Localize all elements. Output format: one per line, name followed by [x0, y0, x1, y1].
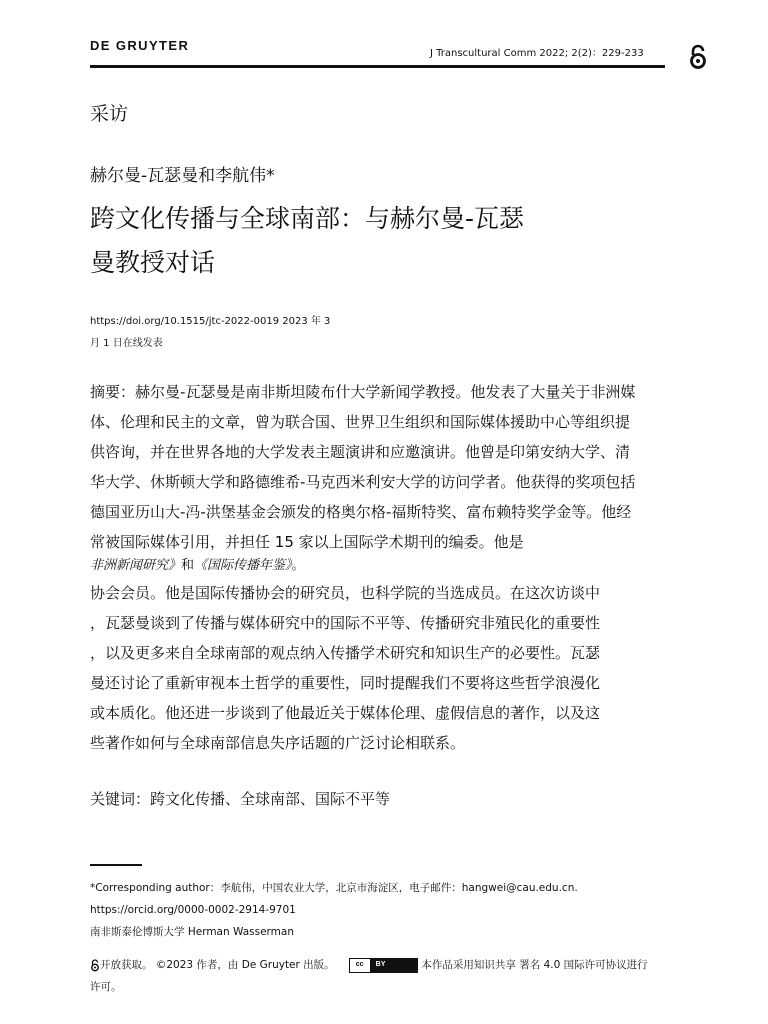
journal-name: 非洲新闻研究》: [90, 558, 182, 573]
license-text-end: 许可。: [90, 981, 122, 993]
abstract-line: 德国亚历山大-冯-洪堡基金会颁发的格奥尔格-福斯特奖、富布赖特奖学金等。他经: [90, 503, 632, 521]
author-affiliation: 南非斯泰伦博斯大学 Herman Wasserman: [90, 926, 294, 938]
journal-citation: J Transcultural Comm 2022; 2(2)：229-233: [430, 48, 644, 59]
abstract-line: 或本质化。他还进一步谈到了他最近关于媒体伦理、虚假信息的著作，以及这: [90, 704, 601, 722]
publish-date-line: 月 1 日在线发表: [90, 338, 163, 349]
abstract-line: 常被国际媒体引用，并担任 15 家以上国际学术期刊的编委。他是: [90, 533, 524, 551]
title-line: 曼教授对话: [90, 248, 216, 277]
open-access-icon: [90, 959, 100, 972]
cc-by-badge[interactable]: [349, 958, 419, 973]
abstract-line: ，瓦瑟曼谈到了传播与媒体研究中的国际不平等、传播研究非殖民化的重要性: [90, 614, 601, 632]
header-rule: [90, 65, 665, 68]
abstract-line: 些著作如何与全球南部信息失序话题的广泛讨论相联系。: [90, 734, 466, 752]
footnote-rule: [90, 864, 142, 866]
license-text: 本作品采用知识共享 署名 4.0 国际许可协议进行: [421, 959, 648, 971]
abstract-line: 摘要：赫尔曼-瓦瑟曼是南非斯坦陵布什大学新闻学教授。他发表了大量关于非洲媒: [90, 383, 636, 401]
cc-icon: cc: [350, 959, 370, 972]
by-label: BY: [370, 959, 418, 972]
license-block: [90, 954, 690, 998]
abstract-line: 华大学、休斯顿大学和路德维希-马克西米利安大学的访问学者。他获得的奖项包括: [90, 473, 636, 491]
abstract-line: 供咨询，并在世界各地的大学发表主题演讲和应邀演讲。他曾是印第安纳大学、清: [90, 443, 631, 461]
article-title: [90, 197, 670, 285]
journal-note-end: 。: [291, 558, 305, 573]
abstract-line: 曼还讨论了重新审视本土哲学的重要性，同时提醒我们不要将这些哲学浪漫化: [90, 674, 601, 692]
doi-block: [90, 311, 330, 355]
abstract: [90, 377, 680, 758]
article-authors: 赫尔曼-瓦瑟曼和李航伟*: [90, 166, 275, 186]
keywords: 关键词：跨文化传播、全球南部、国际不平等: [90, 790, 391, 808]
open-access-statement: 开放获取。 ©2023 作者，由 De Gruyter 出版。: [100, 959, 335, 971]
journal-note: [90, 557, 680, 575]
title-line: 跨文化传播与全球南部：与赫尔曼-瓦瑟: [90, 204, 525, 233]
open-access-icon: [688, 44, 708, 70]
footnotes: [90, 877, 578, 943]
journal-conjunction: 和: [181, 558, 195, 573]
corresponding-author: *Corresponding author：李航伟，中国农业大学，北京市海淀区，电子邮件：hangwei@cau.edu.cn.: [90, 882, 578, 894]
journal-name: 《国际传播年鉴》: [194, 558, 292, 573]
doi-line: https://doi.org/10.1515/jtc-2022-0019 2023 年 3: [90, 316, 331, 327]
article-section: 采访: [90, 103, 129, 125]
abstract-line: 体、伦理和民主的文章，曾为联合国、世界卫生组织和国际媒体援助中心等组织提: [90, 413, 631, 431]
abstract-line: 协会会员。他是国际传播协会的研究员，也科学院的当选成员。在这次访谈中: [90, 584, 601, 602]
orcid-link[interactable]: https://orcid.org/0000-0002-2914-9701: [90, 904, 296, 916]
publisher-logo: DE GRUYTER: [90, 38, 190, 53]
abstract-line: ，以及更多来自全球南部的观点纳入传播学术研究和知识生产的必要性。瓦瑟: [90, 644, 601, 662]
